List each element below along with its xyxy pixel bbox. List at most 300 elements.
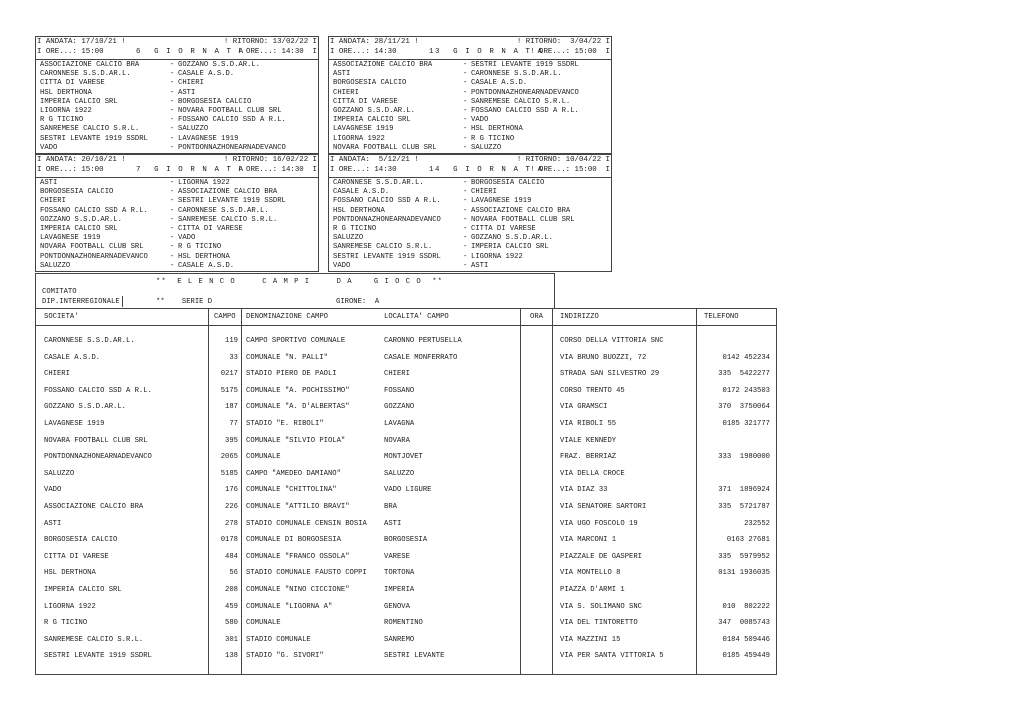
cell-campo: 77 xyxy=(229,420,238,428)
cell-localita: MONTJOVET xyxy=(384,453,423,462)
cell-campo: 301 xyxy=(225,635,238,644)
cell-indirizzo: VIA SENATORE SARTORI xyxy=(560,503,647,511)
cell-campo: 33 xyxy=(229,353,238,362)
cell-localita: VARESE xyxy=(384,552,410,561)
cell-societa: VADO xyxy=(44,486,62,495)
header-telefono: TELEFONO xyxy=(704,313,739,321)
away-team: VADO xyxy=(471,116,489,125)
cell-telefono: 347 0085743 xyxy=(718,619,770,628)
away-team: PONTDONNAZHONEARNADEVANCO xyxy=(178,143,286,152)
ritorno-date: ! RITORNO: 13/02/22 I xyxy=(223,38,317,46)
cell-denominazione: COMUNALE "NINO CICCIONE" xyxy=(246,586,350,594)
header-localita: LOCALITA' CAMPO xyxy=(384,313,449,321)
cell-campo: 187 xyxy=(225,403,238,412)
away-team: HSL DERTHONA xyxy=(178,252,230,261)
table-row xyxy=(36,416,776,433)
match-dash: - xyxy=(170,79,175,88)
cell-localita: GOZZANO xyxy=(384,403,415,412)
cell-denominazione: COMUNALE xyxy=(246,619,281,628)
match-dash: - xyxy=(463,143,468,152)
match-dash: - xyxy=(170,225,175,233)
fields-title-box xyxy=(35,273,555,309)
giornata-title: 6 G I O R N A T A xyxy=(136,48,245,56)
cell-campo: 459 xyxy=(225,602,238,611)
away-team: CITTA DI VARESE xyxy=(471,225,536,233)
match-dash: - xyxy=(463,234,468,243)
cell-indirizzo: PIAZZALE DE GASPERI xyxy=(560,552,642,561)
cell-denominazione: COMUNALE "A. D'ALBERTAS" xyxy=(246,403,350,412)
cell-telefono: 0131 1936035 xyxy=(718,569,770,578)
away-team: ASTI xyxy=(471,261,489,270)
cell-telefono: 335 5721787 xyxy=(718,503,770,511)
home-team: SESTRI LEVANTE 1919 SSDRL xyxy=(333,252,441,261)
cell-societa: LIGORNA 1922 xyxy=(44,602,96,611)
away-team: ASSOCIAZIONE CALCIO BRA xyxy=(471,206,571,215)
andata-date: I ANDATA: 20/10/21 ! xyxy=(37,156,126,164)
cell-campo: 395 xyxy=(225,436,238,445)
cell-campo: 2065 xyxy=(220,453,238,462)
andata-date: I ANDATA: 17/10/21 ! xyxy=(37,38,126,46)
cell-societa: NOVARA FOOTBALL CLUB SRL xyxy=(44,436,148,445)
cell-denominazione: COMUNALE "ATTILIO BRAVI" xyxy=(246,503,350,511)
home-team: BORGOSESIA CALCIO xyxy=(40,188,114,197)
home-team: R G TICINO xyxy=(333,225,377,233)
home-team: LAVAGNESE 1919 xyxy=(333,125,394,134)
cell-societa: LAVAGNESE 1919 xyxy=(44,420,105,428)
cell-indirizzo: VIA BRUNO BUOZZI, 72 xyxy=(560,353,647,362)
cell-indirizzo: PIAZZA D'ARMI 1 xyxy=(560,586,625,594)
cell-campo: 0217 xyxy=(220,370,238,379)
ore-ritorno: ! ORE...: 15:00 I xyxy=(530,166,610,174)
serie-label: ** SERIE D xyxy=(156,298,213,306)
cell-localita: SESTRI LEVANTE xyxy=(384,652,445,661)
cell-localita: VADO LIGURE xyxy=(384,486,432,495)
match-row xyxy=(36,143,318,153)
match-dash: - xyxy=(170,61,175,69)
match-dash: - xyxy=(463,116,468,125)
cell-localita: NOVARA xyxy=(384,436,410,445)
match-dash: - xyxy=(170,70,175,79)
cell-denominazione: COMUNALE xyxy=(246,453,281,462)
away-team: IMPERIA CALCIO SRL xyxy=(471,243,549,252)
cell-indirizzo: VIA DELLA CROCE xyxy=(560,469,625,478)
away-team: BORGOSESIA CALCIO xyxy=(471,179,545,187)
cell-denominazione: CAMPO SPORTIVO COMUNALE xyxy=(246,337,346,345)
cell-denominazione: COMUNALE DI BORGOSESIA xyxy=(246,536,341,545)
cell-denominazione: STADIO "G. SIVORI" xyxy=(246,652,324,661)
match-row xyxy=(329,143,611,153)
cell-telefono: 0142 452234 xyxy=(722,353,770,362)
home-team: GOZZANO S.S.D.AR.L. xyxy=(333,107,415,115)
table-row xyxy=(36,449,776,466)
header-denominazione: DENOMINAZIONE CAMPO xyxy=(246,313,328,321)
giornata-title: 14 G I O R N A T A xyxy=(429,166,544,174)
table-row xyxy=(36,433,776,450)
cell-indirizzo: VIA DIAZ 33 xyxy=(560,486,608,495)
cell-societa: CITTA DI VARESE xyxy=(44,552,109,561)
table-row xyxy=(36,333,776,350)
cell-indirizzo: VIA RIBOLI 55 xyxy=(560,420,617,428)
cell-indirizzo: VIA MAZZINI 15 xyxy=(560,635,621,644)
ore-andata: I ORE...: 15:00 xyxy=(37,166,104,174)
cell-denominazione: COMUNALE "LIGORNA A" xyxy=(246,602,333,611)
home-team: VADO xyxy=(40,143,58,152)
cell-localita: LAVAGNA xyxy=(384,420,415,428)
away-team: NOVARA FOOTBALL CLUB SRL xyxy=(471,215,575,224)
table-row xyxy=(36,582,776,599)
away-team: CARONNESE S.S.D.AR.L. xyxy=(471,70,562,79)
header-indirizzo: INDIRIZZO xyxy=(560,313,599,321)
home-team: CASALE A.S.D. xyxy=(333,188,390,197)
home-team: CARONNESE S.S.D.AR.L. xyxy=(40,70,131,79)
away-team: FOSSANO CALCIO SSD A R.L. xyxy=(471,107,579,115)
cell-societa: CASALE A.S.D. xyxy=(44,353,101,362)
cell-telefono: 333 1980000 xyxy=(718,453,770,462)
ore-andata: I ORE...: 14:30 xyxy=(330,166,397,174)
match-dash: - xyxy=(170,88,175,97)
match-dash: - xyxy=(170,125,175,134)
cell-localita: SANREMO xyxy=(384,635,415,644)
away-team: LIGORNA 1922 xyxy=(178,179,230,187)
header-societa: SOCIETA' xyxy=(44,313,79,321)
match-dash: - xyxy=(463,79,468,88)
table-row xyxy=(36,532,776,549)
ore-andata: I ORE...: 14:30 xyxy=(330,48,397,56)
cell-indirizzo: VIA S. SOLIMANO SNC xyxy=(560,602,642,611)
cell-denominazione: COMUNALE "FRANCO OSSOLA" xyxy=(246,552,350,561)
home-team: LIGORNA 1922 xyxy=(40,107,92,115)
fields-title: ** E L E N C O C A M P I D A G I O C O ** xyxy=(156,278,443,286)
away-team: LIGORNA 1922 xyxy=(471,252,523,261)
cell-localita: FOSSANO xyxy=(384,386,415,395)
home-team: GOZZANO S.S.D.AR.L. xyxy=(40,215,122,224)
cell-denominazione: STADIO COMUNALE xyxy=(246,635,311,644)
match-dash: - xyxy=(463,215,468,224)
ore-ritorno: ! ORE...: 14:30 I xyxy=(237,48,317,56)
cell-societa: IMPERIA CALCIO SRL xyxy=(44,586,122,594)
dip-label: DIP.INTERREGIONALE xyxy=(42,298,120,306)
ore-andata: I ORE...: 15:00 xyxy=(37,48,104,56)
match-row xyxy=(36,261,318,271)
cell-indirizzo: VIA MARCONI 1 xyxy=(560,536,617,545)
away-team: R G TICINO xyxy=(471,134,515,143)
ore-ritorno: ! ORE...: 15:00 I xyxy=(530,48,610,56)
match-dash: - xyxy=(170,143,175,152)
ritorno-date: ! RITORNO: 16/02/22 I xyxy=(223,156,317,164)
away-team: CASALE A.S.D. xyxy=(178,261,235,270)
cell-societa: CARONNESE S.S.D.AR.L. xyxy=(44,337,135,345)
match-dash: - xyxy=(170,97,175,106)
girone-label: GIRONE: A xyxy=(336,298,380,306)
home-team: NOVARA FOOTBALL CLUB SRL xyxy=(333,143,437,152)
table-row xyxy=(36,383,776,400)
comitato-label: COMITATO xyxy=(42,288,77,296)
cell-campo: 484 xyxy=(225,552,238,561)
round-box xyxy=(328,154,612,272)
home-team: SANREMESE CALCIO S.R.L. xyxy=(40,125,140,134)
cell-denominazione: STADIO COMUNALE FAUSTO COPPI xyxy=(246,569,367,578)
ritorno-date: ! RITORNO: 10/04/22 I xyxy=(516,156,610,164)
cell-localita: GENOVA xyxy=(384,602,410,611)
cell-localita: CHIERI xyxy=(384,370,410,379)
cell-localita: TORTONA xyxy=(384,569,415,578)
away-team: SESTRI LEVANTE 1919 SSDRL xyxy=(471,61,579,69)
cell-telefono: 0185 459449 xyxy=(722,652,770,661)
cell-telefono: 371 1896924 xyxy=(718,486,770,495)
cell-societa: HSL DERTHONA xyxy=(44,569,96,578)
cell-telefono: 370 3750064 xyxy=(718,403,770,412)
cell-telefono: 010 802222 xyxy=(722,602,770,611)
cell-societa: SANREMESE CALCIO S.R.L. xyxy=(44,635,144,644)
away-team: LAVAGNESE 1919 xyxy=(178,134,239,143)
cell-telefono: 0184 509446 xyxy=(722,635,770,644)
fields-table xyxy=(35,308,777,675)
cell-societa: FOSSANO CALCIO SSD A R.L. xyxy=(44,386,152,395)
round-box xyxy=(35,36,319,154)
match-dash: - xyxy=(463,134,468,143)
table-row xyxy=(36,399,776,416)
cell-telefono: 335 5422277 xyxy=(718,370,770,379)
match-dash: - xyxy=(170,206,175,215)
cell-indirizzo: VIALE KENNEDY xyxy=(560,436,617,445)
cell-societa: SESTRI LEVANTE 1919 SSDRL xyxy=(44,652,152,661)
cell-societa: ASSOCIAZIONE CALCIO BRA xyxy=(44,503,144,511)
cell-localita: ROMENTINO xyxy=(384,619,423,628)
table-row xyxy=(36,615,776,632)
match-dash: - xyxy=(463,97,468,106)
cell-indirizzo: VIA DEL TINTORETTO xyxy=(560,619,638,628)
ritorno-date: ! RITORNO: 3/04/22 I xyxy=(516,38,610,46)
table-row xyxy=(36,516,776,533)
cell-localita: IMPERIA xyxy=(384,586,415,594)
table-row xyxy=(36,499,776,516)
away-team: PONTDONNAZHONEARNADEVANCO xyxy=(471,88,579,97)
match-dash: - xyxy=(463,107,468,115)
cell-telefono: 0172 243503 xyxy=(722,386,770,395)
round-header xyxy=(329,37,611,60)
cell-indirizzo: CORSO DELLA VITTORIA SNC xyxy=(560,337,664,345)
round-header xyxy=(36,155,318,178)
cell-campo: 226 xyxy=(225,503,238,511)
match-dash: - xyxy=(463,88,468,97)
match-dash: - xyxy=(170,107,175,115)
cell-denominazione: COMUNALE "CHITTOLINA" xyxy=(246,486,337,495)
ore-ritorno: ! ORE...: 14:30 I xyxy=(237,166,317,174)
home-team: LIGORNA 1922 xyxy=(333,134,385,143)
table-row xyxy=(36,549,776,566)
cell-indirizzo: VIA PER SANTA VITTORIA 5 xyxy=(560,652,664,661)
home-team: PONTDONNAZHONEARNADEVANCO xyxy=(333,215,441,224)
cell-denominazione: COMUNALE "A. POCHISSIMO" xyxy=(246,386,350,395)
cell-campo: 56 xyxy=(229,569,238,578)
cell-localita: BRA xyxy=(384,503,397,511)
away-team: CHIERI xyxy=(178,79,204,88)
away-team: SANREMESE CALCIO S.R.L. xyxy=(471,97,571,106)
cell-societa: GOZZANO S.S.D.AR.L. xyxy=(44,403,126,412)
cell-campo: 0178 xyxy=(220,536,238,545)
away-team: CITTA DI VARESE xyxy=(178,225,243,233)
away-team: SESTRI LEVANTE 1919 SSDRL xyxy=(178,197,286,206)
table-row xyxy=(36,366,776,383)
home-team: VADO xyxy=(333,261,351,270)
round-box xyxy=(35,154,319,272)
away-team: SALUZZO xyxy=(178,125,209,134)
away-team: CASALE A.S.D. xyxy=(471,79,528,88)
home-team: SALUZZO xyxy=(40,261,71,270)
cell-societa: ASTI xyxy=(44,519,62,528)
cell-societa: SALUZZO xyxy=(44,469,75,478)
away-team: HSL DERTHONA xyxy=(471,125,523,134)
cell-indirizzo: VIA MONTELLO 8 xyxy=(560,569,621,578)
cell-localita: CASALE MONFERRATO xyxy=(384,353,458,362)
cell-campo: 208 xyxy=(225,586,238,594)
cell-campo: 5185 xyxy=(220,469,238,478)
cell-denominazione: STADIO "E. RIBOLI" xyxy=(246,420,324,428)
cell-societa: BORGOSESIA CALCIO xyxy=(44,536,118,545)
away-team: VADO xyxy=(178,234,196,243)
match-dash: - xyxy=(463,188,468,197)
away-team: CASALE A.S.D. xyxy=(178,70,235,79)
home-team: R G TICINO xyxy=(40,116,84,125)
match-dash: - xyxy=(170,188,175,197)
table-row xyxy=(36,466,776,483)
cell-campo: 119 xyxy=(225,337,238,345)
header-ora: ORA xyxy=(530,313,543,321)
round-header xyxy=(329,155,611,178)
match-dash: - xyxy=(170,252,175,261)
match-dash: - xyxy=(463,261,468,270)
match-dash: - xyxy=(463,206,468,215)
away-team: GOZZANO S.S.D.AR.L. xyxy=(471,234,553,243)
home-team: IMPERIA CALCIO SRL xyxy=(40,97,118,106)
away-team: GOZZANO S.S.D.AR.L. xyxy=(178,61,260,69)
table-row xyxy=(36,565,776,582)
cell-denominazione: STADIO COMUNALE CENSIN BOSIA xyxy=(246,519,367,528)
cell-indirizzo: CORSO TRENTO 45 xyxy=(560,386,625,395)
round-box xyxy=(328,36,612,154)
table-row xyxy=(36,648,776,665)
away-team: FOSSANO CALCIO SSD A R.L. xyxy=(178,116,286,125)
home-team: FOSSANO CALCIO SSD A R.L. xyxy=(333,197,441,206)
home-team: HSL DERTHONA xyxy=(40,88,92,97)
match-dash: - xyxy=(170,261,175,270)
table-row xyxy=(36,632,776,649)
cell-telefono: 0185 321777 xyxy=(722,420,770,428)
cell-telefono: 335 5979952 xyxy=(718,552,770,561)
giornata-title: 7 G I O R N A T A xyxy=(136,166,245,174)
cell-societa: CHIERI xyxy=(44,370,70,379)
cell-campo: 176 xyxy=(225,486,238,495)
cell-campo: 278 xyxy=(225,519,238,528)
cell-localita: ASTI xyxy=(384,519,402,528)
away-team: ASTI xyxy=(178,88,196,97)
home-team: PONTDONNAZHONEARNADEVANCO xyxy=(40,252,148,261)
table-row xyxy=(36,482,776,499)
cell-denominazione: COMUNALE "N. PALLI" xyxy=(246,353,328,362)
cell-indirizzo: VIA UGO FOSCOLO 19 xyxy=(560,519,638,528)
andata-date: I ANDATA: 28/11/21 ! xyxy=(330,38,419,46)
match-dash: - xyxy=(170,243,175,252)
giornata-title: 13 G I O R N A T A xyxy=(429,48,544,56)
home-team: CITTA DI VARESE xyxy=(333,97,398,106)
match-dash: - xyxy=(170,116,175,125)
away-team: NOVARA FOOTBALL CLUB SRL xyxy=(178,107,282,115)
away-team: LAVAGNESE 1919 xyxy=(471,197,532,206)
away-team: CHIERI xyxy=(471,188,497,197)
round-header xyxy=(36,37,318,60)
cell-localita: SALUZZO xyxy=(384,469,415,478)
match-dash: - xyxy=(170,215,175,224)
cell-indirizzo: STRADA SAN SILVESTRO 29 xyxy=(560,370,660,379)
home-team: SALUZZO xyxy=(333,234,364,243)
home-team: CHIERI xyxy=(40,197,66,206)
cell-telefono: 0163 27681 xyxy=(726,536,770,545)
match-dash: - xyxy=(463,179,468,187)
match-dash: - xyxy=(463,125,468,134)
match-dash: - xyxy=(463,225,468,233)
table-row xyxy=(36,599,776,616)
match-dash: - xyxy=(170,197,175,206)
home-team: ASTI xyxy=(40,179,58,187)
home-team: BORGOSESIA CALCIO xyxy=(333,79,407,88)
header-campo: CAMPO xyxy=(214,313,236,321)
fields-header-row xyxy=(36,309,776,326)
home-team: ASSOCIAZIONE CALCIO BRA xyxy=(40,61,140,69)
away-team: R G TICINO xyxy=(178,243,222,252)
match-dash: - xyxy=(463,243,468,252)
home-team: NOVARA FOOTBALL CLUB SRL xyxy=(40,243,144,252)
cell-campo: 580 xyxy=(225,619,238,628)
cell-denominazione: CAMPO "AMEDEO DAMIANO" xyxy=(246,469,341,478)
away-team: ASSOCIAZIONE CALCIO BRA xyxy=(178,188,278,197)
home-team: CHIERI xyxy=(333,88,359,97)
cell-campo: 5175 xyxy=(220,386,238,395)
match-dash: - xyxy=(170,134,175,143)
home-team: IMPERIA CALCIO SRL xyxy=(40,225,118,233)
match-dash: - xyxy=(170,179,175,187)
home-team: ASTI xyxy=(333,70,351,79)
cell-localita: BORGOSESIA xyxy=(384,536,428,545)
cell-localita: CARONNO PERTUSELLA xyxy=(384,337,462,345)
home-team: FOSSANO CALCIO SSD A R.L. xyxy=(40,206,148,215)
home-team: ASSOCIAZIONE CALCIO BRA xyxy=(333,61,433,69)
match-dash: - xyxy=(463,61,468,69)
away-team: SANREMESE CALCIO S.R.L. xyxy=(178,215,278,224)
cell-campo: 138 xyxy=(225,652,238,661)
cell-indirizzo: VIA GRAMSCI xyxy=(560,403,608,412)
home-team: LAVAGNESE 1919 xyxy=(40,234,101,243)
away-team: SALUZZO xyxy=(471,143,502,152)
match-row xyxy=(329,261,611,271)
home-team: CITTA DI VARESE xyxy=(40,79,105,88)
home-team: SESTRI LEVANTE 1919 SSDRL xyxy=(40,134,148,143)
home-team: CARONNESE S.S.D.AR.L. xyxy=(333,179,424,187)
away-team: BORGOSESIA CALCIO xyxy=(178,97,252,106)
home-team: SANREMESE CALCIO S.R.L. xyxy=(333,243,433,252)
table-row xyxy=(36,350,776,367)
andata-date: I ANDATA: 5/12/21 ! xyxy=(330,156,419,164)
cell-denominazione: COMUNALE "SILVIO PIOLA" xyxy=(246,436,346,445)
match-dash: - xyxy=(170,234,175,243)
cell-societa: PONTDONNAZHONEARNADEVANCO xyxy=(44,453,152,462)
match-dash: - xyxy=(463,70,468,79)
home-team: HSL DERTHONA xyxy=(333,206,385,215)
cell-societa: R G TICINO xyxy=(44,619,88,628)
cell-telefono: 232552 xyxy=(744,519,770,528)
match-dash: - xyxy=(463,197,468,206)
away-team: CARONNESE S.S.D.AR.L. xyxy=(178,206,269,215)
match-dash: - xyxy=(463,252,468,261)
